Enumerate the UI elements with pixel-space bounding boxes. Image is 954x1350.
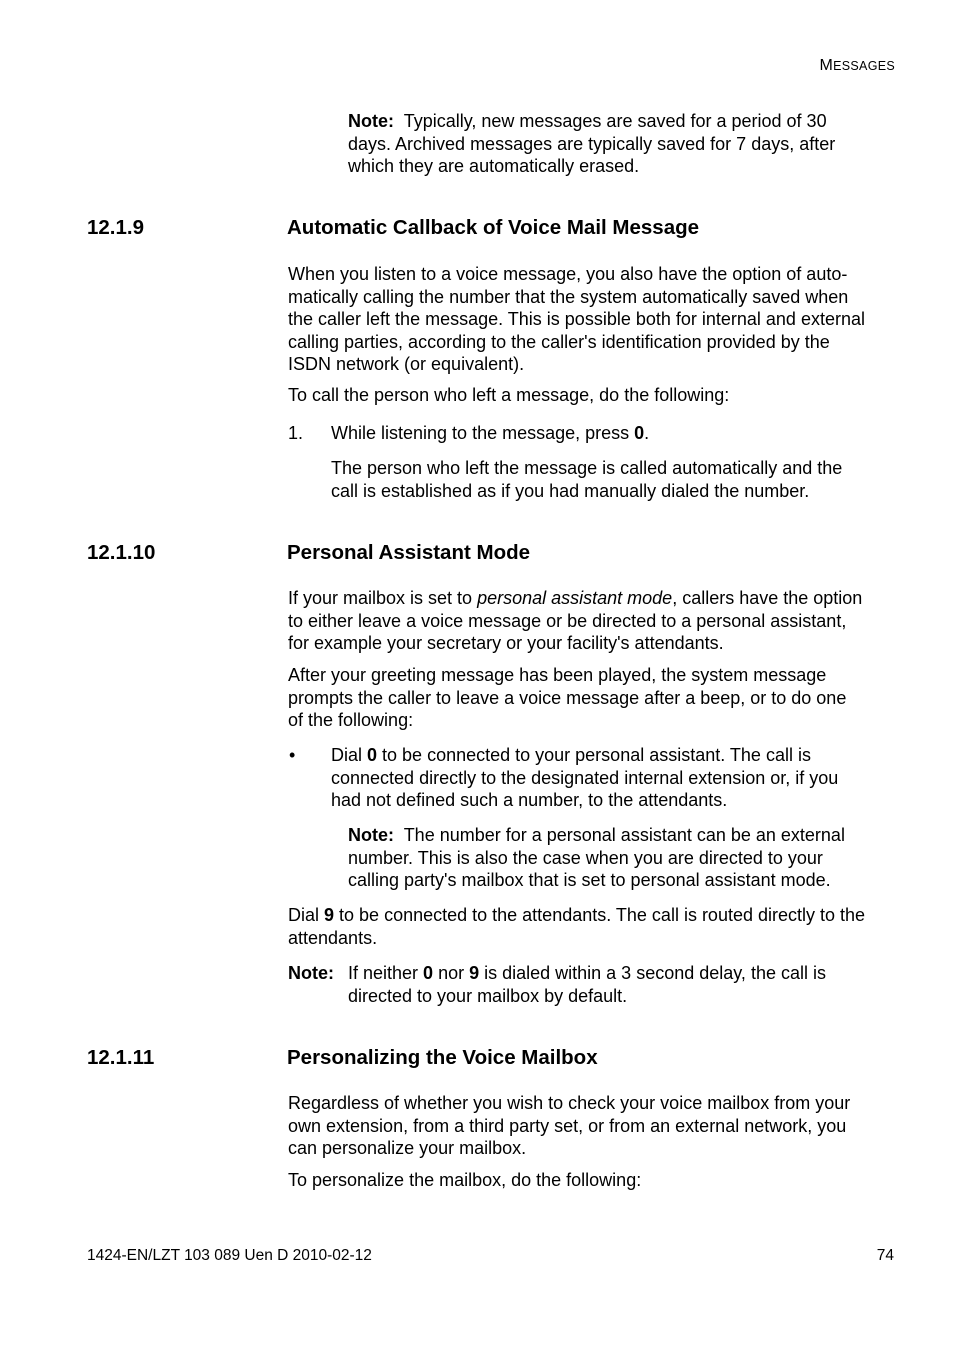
paragraph: Dial 9 to be connected to the attendants. The call is routed directly to the attendants.	[288, 904, 908, 949]
note-label: Note:	[348, 111, 394, 131]
paragraph: To call the person who left a message, do the following:	[288, 385, 730, 405]
para-line: of the following:	[288, 710, 414, 730]
para-line: own extension, from a third party set, or from an external network, you	[288, 1115, 847, 1136]
key-0: 0	[367, 745, 378, 765]
page-number: 74	[876, 1247, 894, 1264]
para-line: connected directly to the designated internal extension or, if you	[331, 767, 839, 788]
paragraph	[288, 263, 908, 376]
step-number: 1.	[288, 423, 304, 443]
running-header	[820, 57, 896, 75]
note-label: Note:	[348, 825, 394, 845]
note-line: directed to your mailbox by default.	[348, 985, 628, 1006]
paragraph: To personalize the mailbox, do the following:	[288, 1170, 642, 1190]
note-line: which they are automatically erased.	[348, 156, 640, 176]
para-line: Regardless of whether you wish to check your voice mailbox from your	[288, 1093, 851, 1113]
key-0: 0	[423, 963, 434, 983]
key-9: 9	[469, 963, 480, 983]
paragraph	[288, 1092, 908, 1160]
paragraph: If your mailbox is set to personal assistant mode, callers have the option to either leave a voice message or be directed to a personal assistant, for example your secretary or your facility's attendants.	[288, 587, 908, 655]
section-title: Personalizing the Voice Mailbox	[287, 1046, 598, 1069]
para-line: When you listen to a voice message, you also have the option of auto-	[288, 264, 848, 284]
para-line: to either leave a voice message or be directed to a personal assistant,	[288, 610, 847, 631]
section-title: Automatic Callback of Voice Mail Message	[287, 216, 700, 239]
section-number: 12.1.9	[87, 216, 144, 239]
para-line: matically calling the number that the system automatically saved when	[288, 286, 849, 307]
para-line: attendants.	[288, 927, 378, 948]
note-line: Typically, new messages are saved for a period of 30	[403, 111, 827, 131]
step-description	[331, 457, 901, 502]
key-0: 0	[634, 423, 645, 443]
para-line: The person who left the message is called automatically and the	[331, 458, 843, 478]
para-line: had not defined such a number, to the attendants.	[331, 790, 728, 810]
note-line: calling party's mailbox that is set to personal assistant mode.	[348, 870, 831, 890]
para-line: the caller left the message. This is possible both for internal and external	[288, 309, 865, 329]
para-line: ISDN network (or equivalent).	[288, 354, 525, 374]
section-number: 12.1.10	[87, 541, 156, 564]
para-line: After your greeting message has been played, the system message	[288, 665, 827, 685]
header-initial: M	[819, 57, 834, 74]
footer-doc-id: 1424-EN/LZT 103 089 Uen D 2010-02-12	[87, 1247, 372, 1264]
note-label: Note:	[288, 963, 334, 983]
bullet-text: Dial 0 to be connected to your personal assistant. The call is connected directly to the designated internal extension or, if you had not defined such a number, to the attendants.	[331, 744, 906, 812]
term-personal-assistant-mode: personal assistant mode	[477, 588, 673, 608]
bullet-marker: •	[289, 745, 296, 765]
section-title: Personal Assistant Mode	[287, 541, 531, 564]
para-line: calling parties, according to the caller's identification provided by the	[288, 331, 830, 352]
section-number: 12.1.11	[87, 1046, 155, 1069]
note-line: days. Archived messages are typically saved for 7 days, after	[348, 133, 836, 154]
note-retention	[348, 110, 908, 178]
note-default: If neither 0 nor 9 is dialed within a 3 second delay, the call is directed to your mailbox by default.	[348, 962, 908, 1007]
step-text: While listening to the message, press 0.	[331, 423, 650, 443]
key-9: 9	[324, 905, 335, 925]
paragraph	[288, 664, 908, 732]
note-assistant: Note: The number for a personal assistant can be an external number. This is also the case when you are directed to your calling party's mailbox that is set to personal assistant mode.	[348, 824, 908, 892]
para-line: for example your secretary or your facility's attendants.	[288, 633, 724, 653]
para-line: call is established as if you had manually dialed the number.	[331, 480, 810, 501]
para-line: prompts the caller to leave a voice message after a beep, or to do one	[288, 687, 847, 708]
para-line: can personalize your mailbox.	[288, 1138, 527, 1158]
note-line: number. This is also the case when you are directed to your	[348, 847, 823, 868]
header-rest: ESSAGES	[833, 59, 895, 73]
